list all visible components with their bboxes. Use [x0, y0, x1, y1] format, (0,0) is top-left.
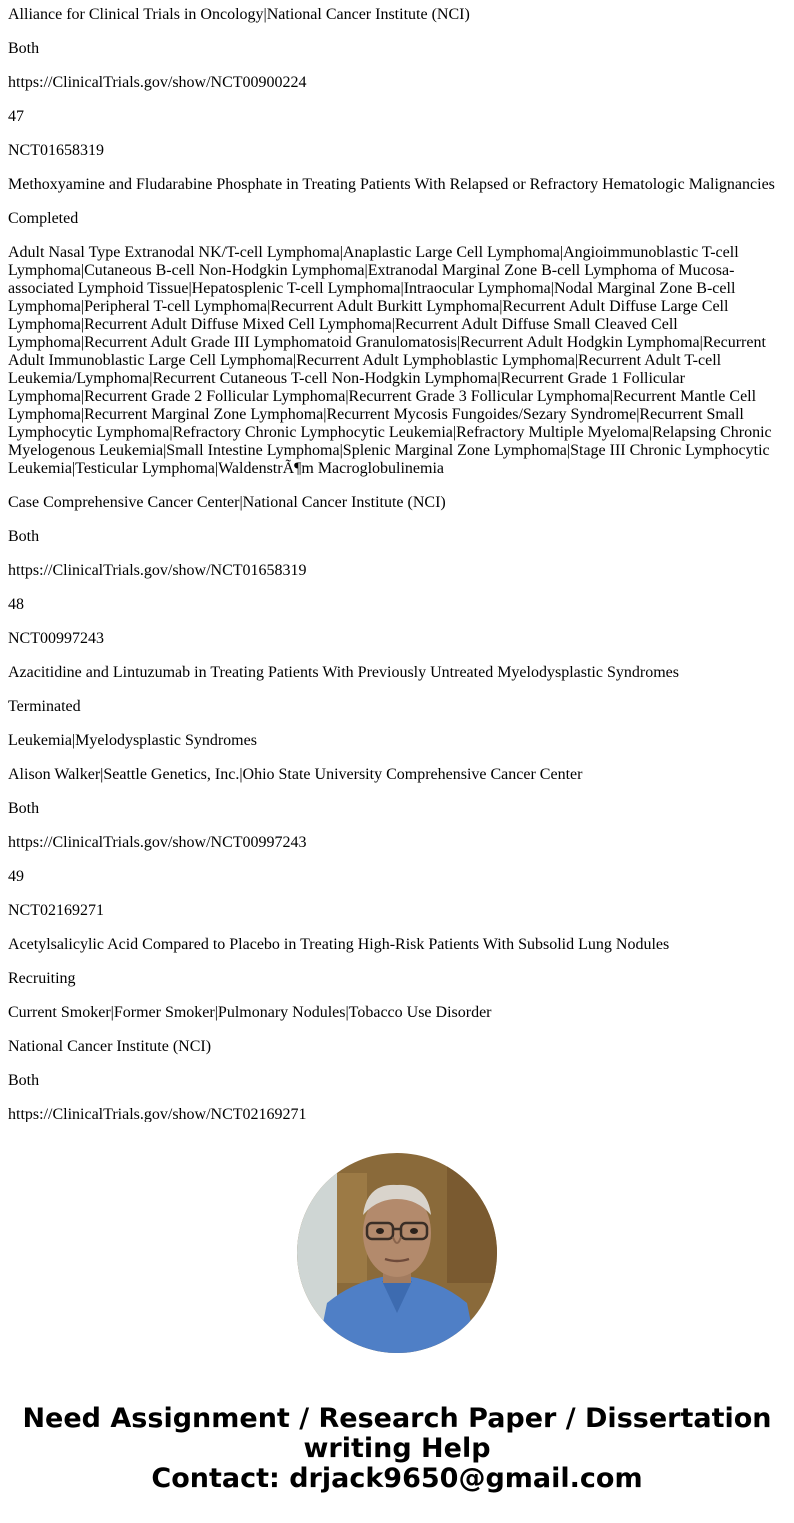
trial-title: Methoxyamine and Fludarabine Phosphate in Treating Patients With Relapsed or Refractory Hematologic Malignancies: [8, 176, 775, 193]
trial-title: Acetylsalicylic Acid Compared to Placebo in Treating High-Risk Patients With Subsolid Lung Nodules: [8, 936, 670, 953]
promo-contact: Contact: drjack9650@gmail.com: [151, 1463, 643, 1494]
trial-sponsors: Case Comprehensive Cancer Center|National Cancer Institute (NCI): [8, 494, 446, 511]
trial-gender: Both: [8, 800, 40, 817]
trial-id: NCT02169271: [8, 902, 104, 919]
trial-gender: Both: [8, 1072, 40, 1089]
trial-status: Recruiting: [8, 970, 76, 987]
trial-id: NCT00997243: [8, 630, 104, 647]
trial-conditions: Adult Nasal Type Extranodal NK/T-cell Lymphoma|Anaplastic Large Cell Lymphoma|Angioimmunoblastic T-cell Lymphoma|Cutaneous B-cell Non-Hodgkin Lymphoma|Extranodal Marginal Zone B-cell Lymphoma of Mucosa-associated Lymphoid Tissue|Hepatosplenic T-cell Lymphoma|Intraocular Lymphoma|Nodal Marginal Zone B-cell Lymphoma|Peripheral T-cell Lymphoma|Recurrent Adult Burkitt Lymphoma|Recurrent Adult Diffuse Large Cell Lymphoma|Recurrent Adult Diffuse Mixed Cell Lymphoma|Recurrent Adult Diffuse Small Cleaved Cell Lymphoma|Recurrent Adult Grade III Lymphomatoid Granulomatosis|Recurrent Adult Hodgkin Lymphoma|Recurrent Adult Immunoblastic Large Cell Lymphoma|Recurrent Adult Lymphoblastic Lymphoma|Recurrent Adult T-cell Leukemia/Lymphoma|Recurrent Cutaneous T-cell Non-Hodgkin Lymphoma|Recurrent Grade 1 Follicular Lymphoma|Recurrent Grade 2 Follicular Lymphoma|Recurrent Grade 3 Follicular Lymphoma|Recurrent Mantle Cell Lymphoma|Recurrent Marginal Zone Lymphoma|Recurrent Mycosis Fungoides/Sezary Syndrome|Recurrent Small Lymphocytic Lymphoma|Refractory Chronic Lymphocytic Leukemia|Refractory Multiple Myeloma|Relapsing Chronic Myelogenous Leukemia|Small Intestine Lymphoma|Splenic Marginal Zone Lymphoma|Stage III Chronic Lymphocytic Leukemia|Testicular Lymphoma|WaldenstrÃ¶m Macroglobulinemia: [8, 244, 772, 477]
trial-id: NCT01658319: [8, 142, 104, 159]
row-number: 47: [8, 108, 24, 125]
trial-gender: Both: [8, 528, 40, 545]
trial-sponsors: Alison Walker|Seattle Genetics, Inc.|Ohio State University Comprehensive Cancer Center: [8, 766, 583, 783]
trial-conditions: Leukemia|Myelodysplastic Syndromes: [8, 732, 257, 749]
portrait-image: [297, 1153, 497, 1353]
avatar: [297, 1153, 497, 1353]
trial-url: https://ClinicalTrials.gov/show/NCT00900224: [8, 74, 307, 91]
text-line: Both: [8, 40, 40, 57]
trial-conditions: Current Smoker|Former Smoker|Pulmonary Nodules|Tobacco Use Disorder: [8, 1004, 492, 1021]
trial-url: https://ClinicalTrials.gov/show/NCT02169271: [8, 1106, 307, 1122]
row-number: 48: [8, 596, 24, 613]
trial-status: Terminated: [8, 698, 81, 715]
text-line: Alliance for Clinical Trials in Oncology|National Cancer Institute (NCI): [8, 6, 470, 23]
promo-line: Need Assignment / Research Paper / Dissertation: [22, 1403, 772, 1434]
trial-url: https://ClinicalTrials.gov/show/NCT01658319: [8, 562, 307, 579]
trial-sponsors: National Cancer Institute (NCI): [8, 1038, 212, 1055]
trial-url: https://ClinicalTrials.gov/show/NCT00997243: [8, 834, 307, 851]
document-body: [8, 6, 786, 1122]
trial-status: Completed: [8, 210, 79, 227]
promo-line: writing Help: [303, 1433, 491, 1464]
promo-banner: [0, 1404, 794, 1494]
row-number: 49: [8, 868, 24, 885]
trial-title: Azacitidine and Lintuzumab in Treating Patients With Previously Untreated Myelodysplastic Syndromes: [8, 664, 679, 681]
